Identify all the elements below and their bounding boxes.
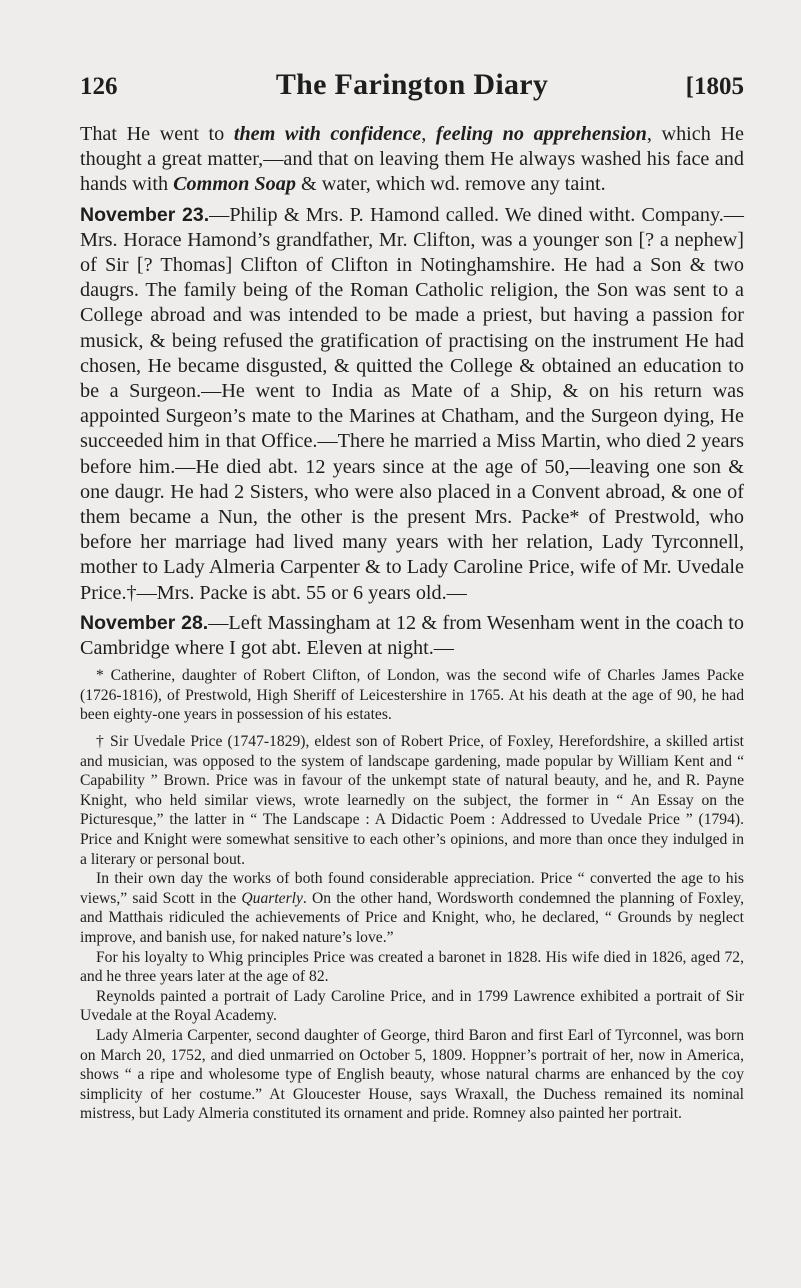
text-run: , which He thought a great matter,—and that on leaving them He always washed his face and hands with xyxy=(80,123,744,196)
footnotes xyxy=(80,666,744,1124)
entry-text: —Left Massingham at 12 & from Wesenham went in the coach to Cambridge where I got abt. Eleven at night.— xyxy=(80,611,744,660)
text-run: . On the other hand, Wordsworth condemned the planning of Foxley, and Matthais ridiculed the achievements of Price and Knight, who, he declared, “ Grounds by neglect improve, and banish use, for naked nature’s love.” xyxy=(80,889,745,946)
footnote-paragraph xyxy=(80,869,744,947)
footnote-paragraph: For his loyalty to Whig principles Price was created a baronet in 1828. His wife died in 1826, aged 72, and he three years later at the age of 82. xyxy=(80,948,744,986)
continued-paragraph xyxy=(80,122,744,198)
diary-entry-nov-23 xyxy=(80,203,744,606)
entry-text: —Philip & Mrs. P. Hamond called. We dined witht. Company.—Mrs. Horace Hamond’s grandfather, Mr. Clifton, was a younger son [? a nephew] of Sir [? Thomas] Clifton of Clifton in Notinghamshire. He had a Son & two daugrs. The family being of the Roman Catholic religion, the Son was sent to a College abroad and was intended to be made a priest, but having a passion for musick, & being refused the gratification of practising on the instrument He had chosen, He became disgusted, & quitted the College & obtained an education to be a Surgeon.—He went to India as Mate of a Ship, & on his return was appointed Surgeon’s mate to the Marines at Chatham, and the Surgeon dying, He succeeded him in that Office.—There he married a Miss Martin, who died 2 years before him.—He died abt. 12 years since at the age of 50,—leaving one son & one daugr. He had 2 Sisters, who were also placed in a Convent abroad, & one of them became a Nun, the other is the present Mrs. Packe* of Prestwold, who before her marriage had lived many years with her relation, Lady Tyrconnell, mother to Lady Almeria Carpenter & to Lady Caroline Price, wife of Mr. Uvedale Price.†—Mrs. Packe is abt. 55 or 6 years old.— xyxy=(80,203,744,604)
text-run: & water, which wd. remove any taint. xyxy=(295,173,606,196)
page-number: 126 xyxy=(80,73,118,100)
text-run: , xyxy=(421,123,436,145)
emphasis-text: Common Soap xyxy=(173,173,296,196)
text-run: In their own day the works of both found considerable appreciation. Price “ converted the age to his views,” said Scott in the xyxy=(80,870,744,907)
footnote-asterisk: * Catherine, daughter of Robert Clifton, of London, was the second wife of Charles James Packe (1726-1816), of Prestwold, High Sheriff of Leicestershire in 1765. At his death at the age of 90, he had been eighty-one years in possession of his estates. xyxy=(80,667,744,724)
emphasis-text: feeling no apprehension xyxy=(435,123,647,145)
entry-date-heading: November 23. xyxy=(80,203,210,226)
emphasis-text: Quarterly xyxy=(241,889,303,907)
diary-text xyxy=(80,122,744,661)
running-year: [1805 xyxy=(685,73,744,100)
entry-date-heading: November 28. xyxy=(80,611,209,634)
text-run: That He went to xyxy=(80,123,234,145)
book-page xyxy=(80,68,744,1124)
book-title: The Farington Diary xyxy=(275,68,549,101)
emphasis-text: them with confidence xyxy=(233,123,422,145)
footnote-paragraph: Lady Almeria Carpenter, second daughter of George, third Baron and first Earl of Tyrconnel, was born on March 20, 1752, and died unmarried on October 5, 1809. Hoppner’s portrait of her, now in America, shows “ a ripe and wholesome type of English beauty, whose natural charms are enhanced by the coy simplicity of her costume.” At Gloucester House, says Wraxall, the Duchess remained its nominal mistress, but Lady Almeria constituted its ornament and pride. Romney also painted her portrait. xyxy=(80,1026,744,1123)
footnote-paragraph: Reynolds painted a portrait of Lady Caroline Price, and in 1799 Lawrence exhibited a portrait of Sir Uvedale at the Royal Academy. xyxy=(80,987,744,1025)
footnote-dagger: † Sir Uvedale Price (1747-1829), eldest son of Robert Price, of Foxley, Herefordshire, a skilled artist and musician, was opposed to the system of landscape gardening, made popular by William Kent and “ Capability ” Brown. Price was in favour of the unkempt state of natural beauty, and he, and R. Payne Knight, who held similar views, wrote learnedly on the subject, the former in “ An Essay on the Picturesque,” the latter in “ The Landscape : A Didactic Poem : Addressed to Uvedale Price ” (1794). Price and Knight were somewhat sensitive to each other’s opinions, and more than once they indulged in a literary or personal bout. xyxy=(80,733,744,868)
running-head xyxy=(80,68,744,122)
diary-entry-nov-28 xyxy=(80,611,744,661)
